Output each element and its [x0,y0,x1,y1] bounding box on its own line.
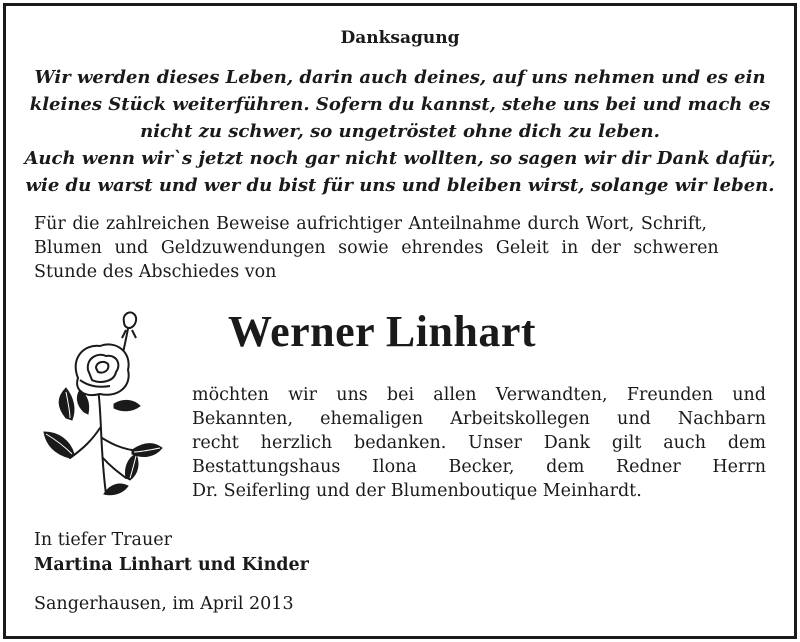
intro-line: Stunde des Abschiedes von [34,262,277,282]
deceased-name: Werner Linhart [228,307,537,356]
poem-line: kleines Stück weiterführen. Sofern du kannst, stehe uns bei und mach es [29,94,771,115]
thanks-line: möchten wir uns bei allen Verwandten, Freunden und [192,385,766,405]
rose-icon [40,308,165,498]
intro-line: Blumen und Geldzuwendungen sowie ehrendes Geleit in der schweren [34,238,719,258]
poem-line: wie du warst und wer du bist für uns und bleiben wirst, solange wir leben. [25,175,775,196]
poem-line: Auch wenn wir`s jetzt noch gar nicht wollten, so sagen wir dir Dank dafür, [24,148,776,169]
thanks-line: Dr. Seiferling und der Blumenboutique Meinhardt. [192,481,642,501]
closing-phrase: In tiefer Trauer [34,530,172,550]
closing-block [34,528,309,578]
thanks-line: Bestattungshaus Ilona Becker, dem Redner Herrn [192,457,766,477]
poem-line: nicht zu schwer, so ungetröstet ohne dich zu leben. [140,121,660,142]
poem-line: Wir werden dieses Leben, darin auch deines, auf uns nehmen und es ein [34,67,766,88]
notice-title: Danksagung [340,28,460,48]
signature: Martina Linhart und Kinder [34,555,309,575]
thanks-line: Bekannten, ehemaligen Arbeitskollegen und Nachbarn [192,409,766,429]
thanks-line: recht herzlich bedanken. Unser Dank gilt auch dem [192,433,766,453]
thanks-text [192,383,766,503]
place-date: Sangerhausen, im April 2013 [34,594,294,614]
intro-line: Für die zahlreichen Beweise aufrichtiger Anteilnahme durch Wort, Schrift, [34,214,707,234]
poem [20,64,780,199]
intro-text [34,212,766,284]
